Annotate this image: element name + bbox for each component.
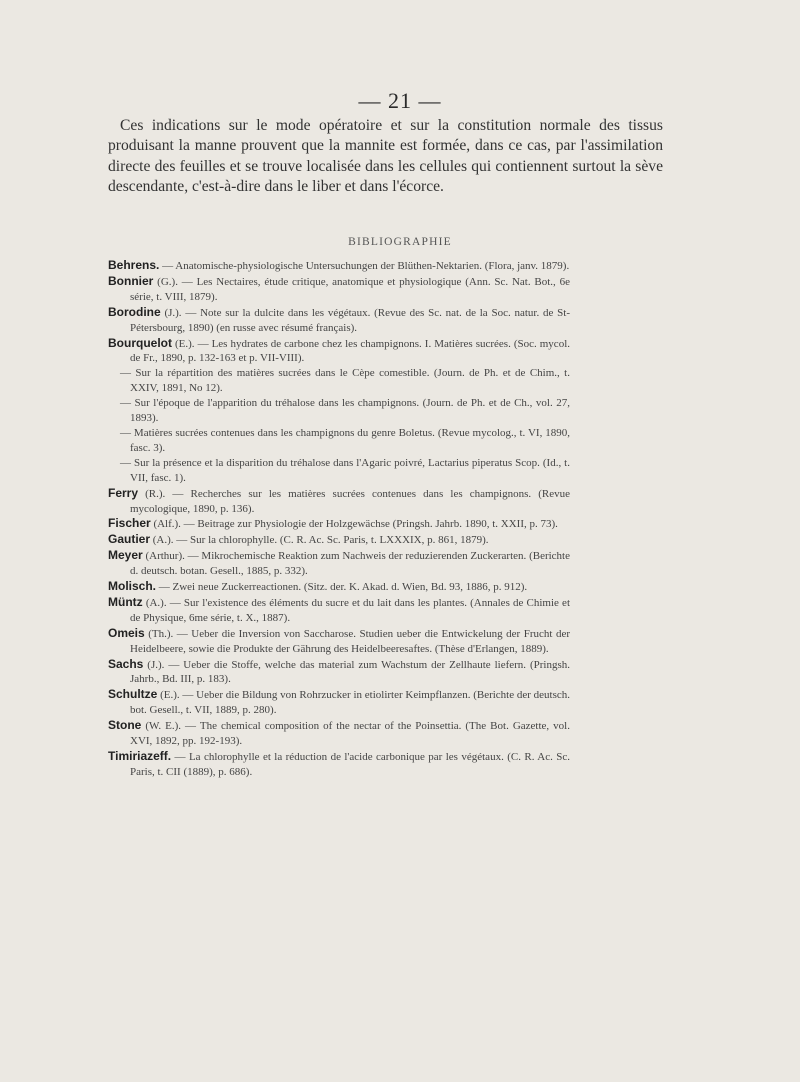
entry-author: Fischer [108, 516, 151, 531]
bibliography-list [108, 258, 570, 780]
bibliography-entry [108, 595, 570, 626]
entry-text: (E.). — Les hydrates de carbone chez les champignons. I. Matières sucrées. (Soc. mycol. de Fr., 1890, p. 132-163 et p. VII-VIII). [130, 337, 570, 365]
entry-text: — Sur l'époque de l'apparition du tréhalose dans les champignons. (Journ. de Ph. et de Ch., vol. 27, 1893). [120, 397, 570, 425]
entry-text: (Arthur). — Mikrochemische Reaktion zum Nachweis der reduzierenden Zuckerarten. (Berichte d. deutsch. botan. Gesell., 1885, p. 332). [130, 550, 570, 578]
entry-text: (A.). — Sur la chlorophylle. (C. R. Ac. Sc. Paris, t. LXXXIX, p. 861, 1879). [152, 534, 489, 547]
bibliography-entry [108, 657, 570, 688]
entry-text: (Alf.). — Beitrage zur Physiologie der Holzgewächse (Pringsh. Jahrb. 1890, t. XXII, p. 73). [153, 518, 558, 531]
page-number: — 21 — [358, 88, 442, 113]
bibliography-entry [108, 516, 570, 532]
bibliography-entry [108, 258, 570, 274]
entry-text: (Th.). — Ueber die Inversion von Saccharose. Studien ueber die Entwickelung der Frucht der Heidelbeere, sowie die Produkte der Gährung des Heidelbeeresaftes. (Thèse d'Erlangen, 1889). [130, 627, 571, 655]
entry-text: — Sur la présence et la disparition du tréhalose dans l'Agaric poivré, Lactarius piperatus Scop. (Id., t. VII, fasc. 1). [120, 456, 570, 484]
entry-text: (R.). — Recherches sur les matières sucrées contenues dans les champignons. (Revue mycologique, 1890, p. 136). [130, 487, 570, 515]
bibliography-entry [108, 366, 570, 396]
entry-author: Ferry [108, 485, 139, 500]
entry-author: Schultze [108, 687, 158, 702]
entry-author: Behrens. [108, 258, 160, 272]
intro-paragraph: Ces indications sur le mode opératoire et sur la constitution normale des tissus produisant la manne prouvent que la mannite est formée, dans ce cas, par l'assimilation directe des feuilles et se trouve localisée dans les cellules qui contiennent surtout la sève descendante, c'est-à-dire dans le liber et dans l'écorce. [108, 117, 663, 195]
bibliography-entry [108, 456, 570, 486]
entry-text: (E.). — Ueber die Bildung von Rohrzucker in etiolirter Keimpflanzen. (Berichte der deutsch. bot. Gesell., t. VII, 1889, p. 280). [130, 689, 571, 717]
entry-author: Müntz [108, 594, 143, 609]
entry-author: Omeis [108, 625, 145, 640]
entry-author: Timiriazeff. [108, 749, 172, 763]
bibliography-entry [108, 626, 570, 657]
entry-author: Borodine [108, 304, 161, 319]
bibliography-heading: BIBLIOGRAPHIE [348, 236, 452, 248]
entry-text: — Zwei neue Zuckerreactionen. (Sitz. der. K. Akad. d. Wien, Bd. 93, 1886, p. 912). [158, 581, 528, 594]
bibliography-entry [108, 532, 570, 548]
entry-author: Bourquelot [108, 335, 172, 350]
bibliography-entry [108, 749, 570, 780]
bibliography-entry [108, 687, 570, 718]
entry-author: Meyer [108, 548, 143, 563]
bibliography-entry [108, 274, 570, 305]
entry-text: — Anatomische-physiologische Untersuchungen der Blüthen-Nektarien. (Flora, janv. 1879). [162, 260, 570, 272]
entry-author: Gautier [108, 532, 151, 547]
entry-text: (A.). — Sur l'existence des éléments du sucre et du lait dans les plantes. (Annales de Chimie et de Physique, 6me série, t. X., 1887). [130, 596, 570, 624]
bibliography-entry [108, 548, 570, 579]
bibliography-entry [108, 305, 570, 336]
entry-author: Molisch. [108, 579, 157, 594]
entry-author: Bonnier [108, 273, 154, 288]
entry-text: (J.). — Note sur la dulcite dans les végétaux. (Revue des Sc. nat. de la Soc. natur. de St-Pétersbourg, 1890) (en russe avec résumé français). [130, 306, 570, 334]
bibliography-entry [108, 426, 570, 456]
bibliography-entry [108, 486, 570, 517]
entry-text: (J.). — Ueber die Stoffe, welche das material zum Wachstum der Zellhaute liefern. (Pringsh. Jahrb., Bd. III, p. 183). [130, 658, 570, 686]
entry-text: — Sur la répartition des matières sucrées dans le Cèpe comestible. (Journ. de Ph. et de Chim., t. XXIV, 1891, No 12). [120, 367, 570, 395]
bibliography-entry [108, 579, 570, 595]
entry-text: — La chlorophylle et la réduction de l'acide carbonique par les végétaux. (C. R. Ac. Sc. Paris, t. CII (1889), p. 686). [130, 751, 570, 778]
entry-author: Sachs [108, 656, 144, 671]
bibliography-entry [108, 336, 570, 367]
entry-text: — Matières sucrées contenues dans les champignons du genre Boletus. (Revue mycolog., t. VI, 1890, fasc. 3). [120, 426, 570, 454]
bibliography-entry [108, 396, 570, 426]
entry-text: (G.). — Les Nectaires, étude critique, anatomique et physiologique (Ann. Sc. Nat. Bot., 6e série, t. VIII, 1879). [130, 275, 571, 303]
entry-author: Stone [108, 718, 142, 733]
bibliography-entry [108, 718, 570, 749]
entry-text: (W. E.). — The chemical composition of the nectar of the Poinsettia. (The Bot. Gazette, vol. XVI, 1892, pp. 192-193). [130, 720, 570, 748]
